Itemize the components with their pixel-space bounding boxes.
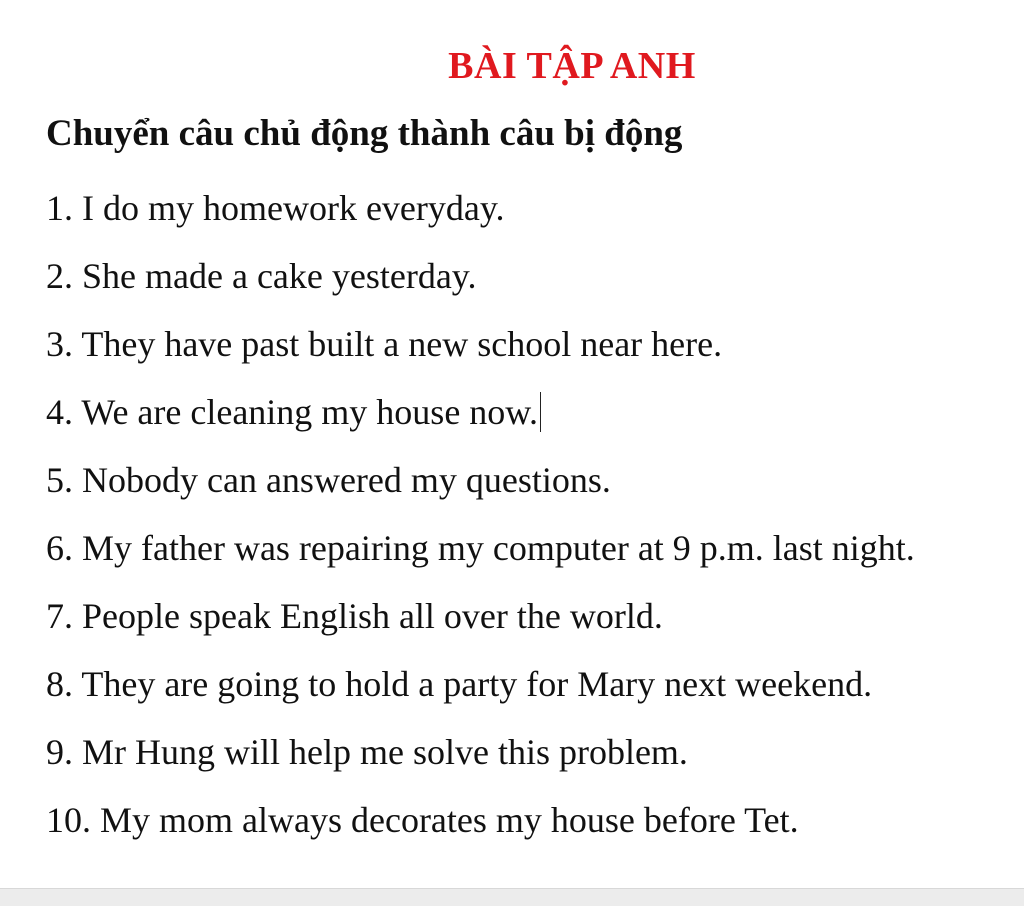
list-item[interactable] <box>46 656 915 724</box>
sentence-text: 9. Mr Hung will help me solve this problem. <box>46 732 688 772</box>
list-item[interactable] <box>46 792 915 860</box>
sentence-text: 1. I do my homework everyday. <box>46 188 505 228</box>
list-item[interactable] <box>46 452 915 520</box>
sentence-text: 10. My mom always decorates my house before Tet. <box>46 800 799 840</box>
document-title: BÀI TẬP ANH <box>448 45 696 87</box>
list-item[interactable] <box>46 724 915 792</box>
sentence-text: 6. My father was repairing my computer at 9 p.m. last night. <box>46 528 915 568</box>
exercise-instruction: Chuyển câu chủ động thành câu bị động <box>46 113 683 154</box>
sentence-text: 8. They are going to hold a party for Mary next weekend. <box>46 664 873 704</box>
sentence-text: 3. They have past built a new school near here. <box>46 324 723 364</box>
list-item[interactable] <box>46 520 915 588</box>
list-item[interactable] <box>46 180 915 248</box>
sentence-text: 5. Nobody can answered my questions. <box>46 460 611 500</box>
sentence-text: 2. She made a cake yesterday. <box>46 256 477 296</box>
list-item[interactable] <box>46 384 915 452</box>
sentence-list <box>46 180 915 860</box>
window-bottom-bar <box>0 888 1024 906</box>
sentence-text: 7. People speak English all over the world. <box>46 596 663 636</box>
text-cursor <box>540 392 541 432</box>
sentence-text: 4. We are cleaning my house now. <box>46 392 538 432</box>
list-item[interactable] <box>46 248 915 316</box>
list-item[interactable] <box>46 316 915 384</box>
list-item[interactable] <box>46 588 915 656</box>
